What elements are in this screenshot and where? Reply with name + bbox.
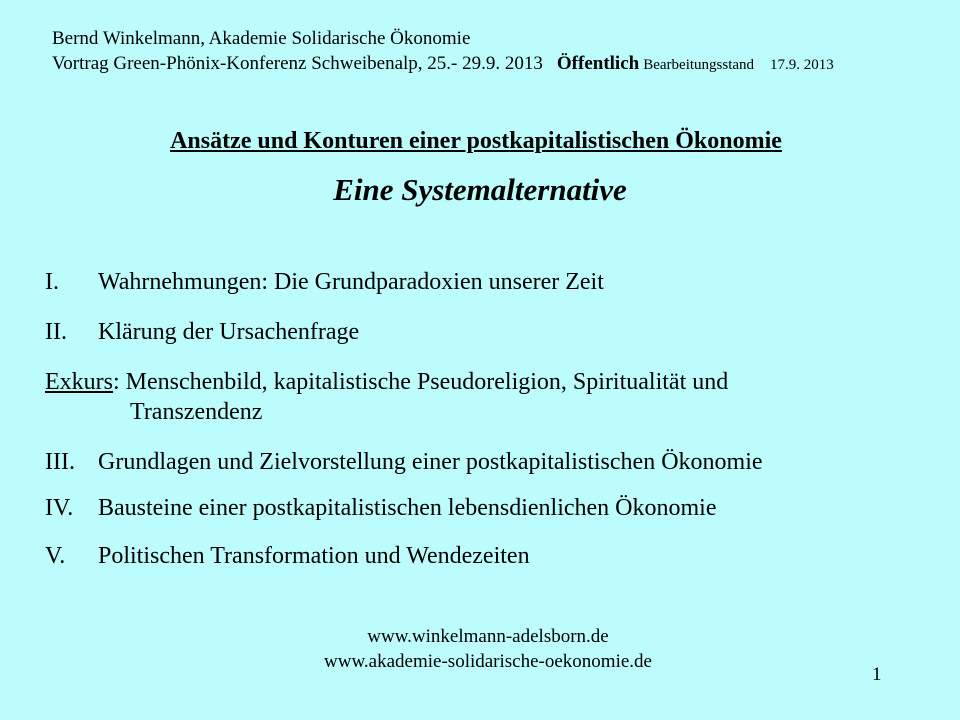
- header-public-label: Öffentlich: [556, 53, 640, 74]
- header-status-date: 17.9. 2013: [770, 57, 834, 73]
- excursus-text-line1: : Menschenbild, kapitalistische Pseudoreligion, Spiritualität und: [113, 369, 729, 395]
- outline-item-number: I.: [45, 269, 59, 295]
- excursus-label: Exkurs: [45, 369, 113, 395]
- header-author-line: Bernd Winkelmann, Akademie Solidarische Ökonomie: [52, 28, 471, 49]
- outline-item-text: Klärung der Ursachenfrage: [98, 319, 360, 345]
- outline-item-number: IV.: [45, 495, 74, 521]
- header-event: Vortrag Green-Phönix-Konferenz Schweibenalp, 25.- 29.9. 2013: [52, 53, 543, 74]
- footer-url-academy: www.akademie-solidarische-oekonomie.de: [324, 651, 652, 672]
- header-status-label: Bearbeitungsstand: [643, 57, 755, 73]
- page-title: Ansätze und Konturen einer postkapitalistischen Ökonomie: [170, 128, 782, 154]
- page-number: 1: [872, 664, 882, 685]
- outline-item-text: Wahrnehmungen: Die Grundparadoxien unserer Zeit: [98, 269, 604, 295]
- page-subtitle: Eine Systemalternative: [333, 172, 627, 207]
- footer-url-personal: www.winkelmann-adelsborn.de: [367, 626, 609, 647]
- outline-item-number: V.: [45, 543, 66, 569]
- outline-item-text: Politischen Transformation und Wendezeiten: [98, 543, 530, 569]
- outline-item-number: III.: [45, 449, 75, 475]
- header-event-line: [52, 53, 834, 75]
- excursus-text-line2: Transzendenz: [130, 399, 263, 425]
- outline-excursus: [45, 368, 729, 425]
- outline-item-number: II.: [45, 319, 67, 345]
- outline-item-text: Bausteine einer postkapitalistischen lebensdienlichen Ökonomie: [98, 495, 717, 521]
- outline-item-text: Grundlagen und Zielvorstellung einer postkapitalistischen Ökonomie: [98, 449, 763, 475]
- footer-urls: [0, 624, 960, 674]
